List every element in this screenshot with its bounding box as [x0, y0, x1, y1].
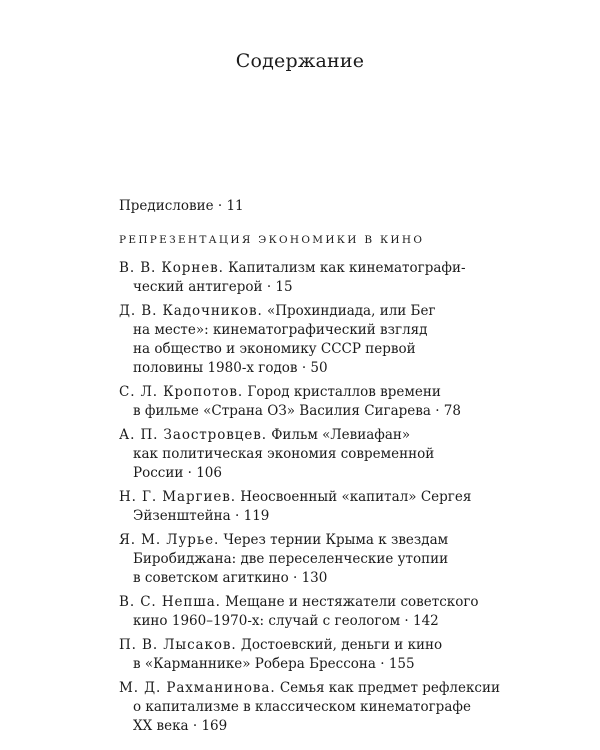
- toc-entry: [119, 531, 529, 588]
- entry-author: М. Д. Рахманинова.: [119, 680, 276, 696]
- toc-entry: [119, 426, 529, 483]
- entry-first-line: [119, 531, 529, 550]
- entry-first-line: [119, 259, 529, 278]
- entry-author: А. П. Заостровцев.: [119, 427, 267, 443]
- page-title: Содержание: [235, 50, 365, 72]
- entry-continuation-line: в «Карманнике» Робера Брессона · 155: [133, 656, 415, 672]
- entry-author: Д. В. Кадочников.: [119, 303, 263, 319]
- entry-continuation-line: половины 1980-х годов · 50: [133, 360, 328, 376]
- toc-entry: [119, 679, 529, 736]
- entry-continuation-line: России · 106: [133, 465, 222, 481]
- entry-continuation-line: кино 1960–1970-х: случай с геологом · 142: [133, 613, 439, 629]
- entry-continuation-line: как политическая экономия современной: [133, 446, 435, 462]
- entry-continuation-line: Биробиджана: две переселенческие утопии: [133, 551, 449, 567]
- toc-list: [119, 259, 529, 741]
- entry-title-text: Капитализм как кинематографи-: [223, 260, 466, 276]
- entry-author: П. В. Лысаков.: [119, 637, 237, 653]
- toc-entry: [119, 593, 529, 631]
- toc-entry: [119, 383, 529, 421]
- entry-title-text: Через тернии Крыма к звездам: [219, 532, 449, 548]
- entry-author: С. Л. Кропотов.: [119, 384, 244, 400]
- entry-author: Н. Г. Маргиев.: [119, 489, 236, 505]
- entry-continuation-line: на месте»: кинематографический взгляд: [133, 322, 428, 338]
- entry-title-text: Достоевский, деньги и кино: [236, 637, 443, 653]
- entry-continuation-line: Эйзенштейна · 119: [133, 508, 270, 524]
- toc-entry: [119, 259, 529, 297]
- entry-continuation-line: о капитализме в классическом кинематографе: [133, 699, 471, 715]
- toc-entry: [119, 302, 529, 378]
- entry-continuation-line: ческий антигерой · 15: [133, 279, 293, 295]
- toc-entry: [119, 488, 529, 526]
- entry-first-line: [119, 383, 529, 402]
- entry-title-text: «Прохиндиада, или Бег: [262, 303, 436, 319]
- entry-author: В. С. Непша.: [119, 594, 221, 610]
- entry-author: Я. М. Лурье.: [119, 532, 220, 548]
- entry-title-text: Семья как предмет рефлексии: [275, 680, 500, 696]
- entry-title-text: Неосвоенный «капитал» Сергея: [235, 489, 472, 505]
- entry-continuation-line: на общество и экономику СССР первой: [133, 341, 416, 357]
- entry-first-line: [119, 302, 529, 321]
- entry-continuation-line: XX века · 169: [133, 718, 228, 734]
- entry-first-line: [119, 593, 529, 612]
- entry-first-line: [119, 488, 529, 507]
- toc-entry: [119, 636, 529, 674]
- entry-continuation-line: в фильме «Страна ОЗ» Василия Сигарева · 78: [133, 403, 461, 419]
- entry-author: В. В. Корнев.: [119, 260, 224, 276]
- entry-continuation-line: в советском агиткино · 130: [133, 570, 328, 586]
- preface-entry: Предисловие · 11: [119, 198, 244, 214]
- entry-first-line: [119, 679, 529, 698]
- entry-first-line: [119, 636, 529, 655]
- entry-title-text: Фильм «Левиафан»: [266, 427, 411, 443]
- entry-title-text: Мещане и нестяжатели советского: [220, 594, 479, 610]
- section-heading: РЕПРЕЗЕНТАЦИЯ ЭКОНОМИКИ В КИНО: [119, 234, 425, 246]
- entry-first-line: [119, 426, 529, 445]
- entry-title-text: Город кристаллов времени: [243, 384, 441, 400]
